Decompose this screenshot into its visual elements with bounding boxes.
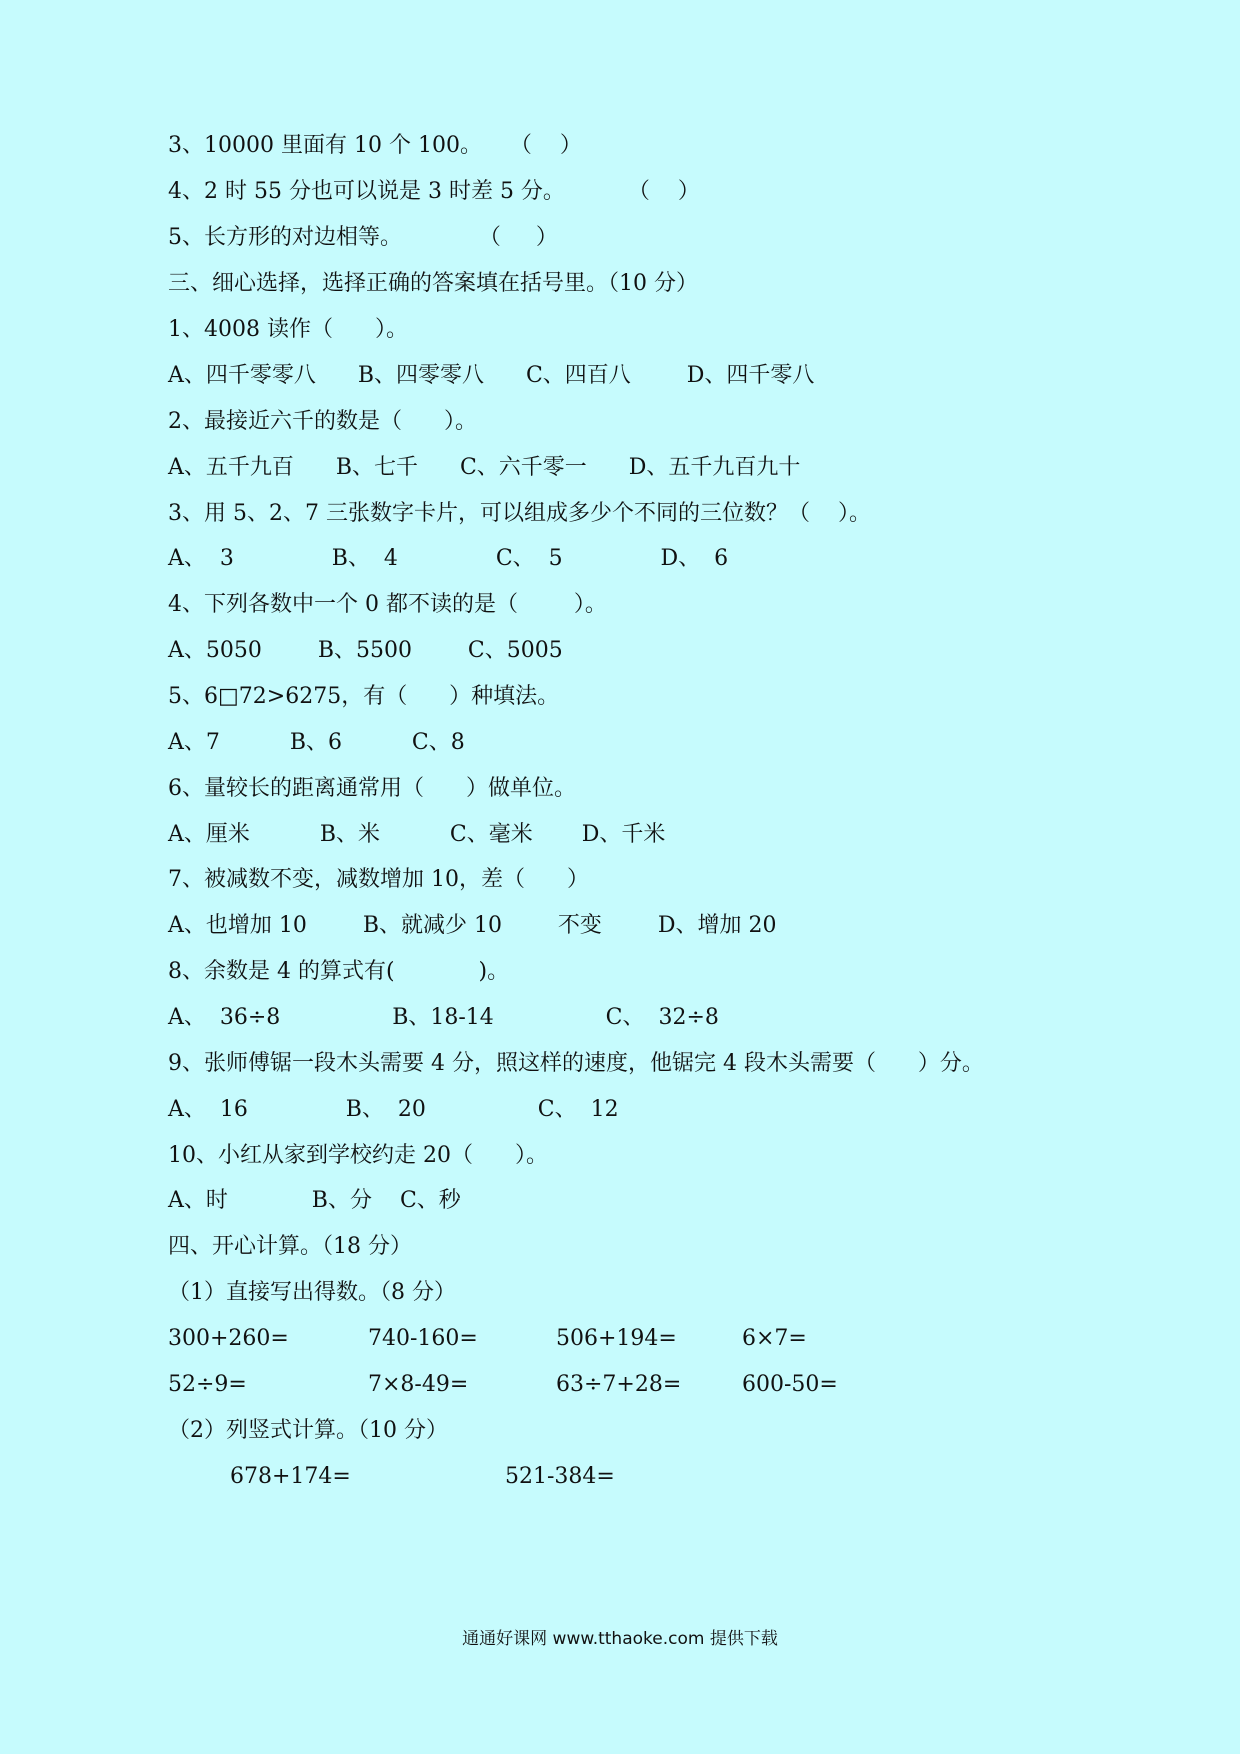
question-3: 3、用 5、2、7 三张数字卡片，可以组成多少个不同的三位数？（ ）。 — [168, 501, 871, 526]
calc-item: 300+260= — [168, 1326, 289, 1351]
judge-item-3: 3、10000 里面有 10 个 100。 （ ） — [168, 133, 582, 158]
question-4-options: A、5050 B、5500 C、5005 — [168, 638, 563, 663]
judge-item-5: 5、长方形的对边相等。 （ ） — [168, 225, 558, 250]
question-6: 6、量较长的距离通常用（ ）做单位。 — [168, 776, 576, 801]
question-3-options: A、 3 B、 4 C、 5 D、 6 — [168, 546, 729, 571]
question-10: 10、小红从家到学校约走 20（ ）。 — [168, 1143, 548, 1168]
question-10-options: A、时 B、分 C、秒 — [168, 1188, 461, 1213]
question-9: 9、张师傅锯一段木头需要 4 分，照这样的速度，他锯完 4 段木头需要（ ）分。 — [168, 1051, 984, 1076]
calc-item: 63÷7+28= — [556, 1372, 682, 1397]
section4-part2-title: （2）列竖式计算。（10 分） — [168, 1418, 448, 1443]
footer-credit: 通通好课网 www.tthaoke.com 提供下载 — [462, 1629, 778, 1649]
vertical-calc-item: 678+174= — [230, 1464, 351, 1489]
question-4: 4、下列各数中一个 0 都不读的是（ ）。 — [168, 592, 607, 617]
question-8: 8、余数是 4 的算式有( )。 — [168, 959, 510, 984]
question-5: 5、6□72>6275，有（ ）种填法。 — [168, 684, 560, 709]
question-6-options: A、厘米 B、米 C、毫米 D、千米 — [168, 822, 666, 847]
calc-item: 506+194= — [556, 1326, 677, 1351]
judge-item-4: 4、2 时 55 分也可以说是 3 时差 5 分。 （ ） — [168, 179, 700, 204]
question-7-options: A、也增加 10 B、就减少 10 不变 D、增加 20 — [168, 913, 777, 938]
calc-item: 740-160= — [368, 1326, 478, 1351]
section4-title: 四、开心计算。（18 分） — [168, 1234, 412, 1259]
calc-item: 52÷9= — [168, 1372, 247, 1397]
calc-item: 600-50= — [742, 1372, 838, 1397]
vertical-calc-item: 521-384= — [505, 1464, 615, 1489]
section3-title: 三、细心选择，选择正确的答案填在括号里。（10 分） — [168, 271, 698, 296]
question-1-options: A、四千零零八 B、四零零八 C、四百八 D、四千零八 — [168, 363, 815, 388]
question-2-options: A、五千九百 B、七千 C、六千零一 D、五千九百九十 — [168, 455, 801, 480]
question-1: 1、4008 读作（ ）。 — [168, 317, 408, 342]
calc-item: 6×7= — [742, 1326, 807, 1351]
question-8-options: A、 36÷8 B、18-14 C、 32÷8 — [168, 1005, 719, 1030]
question-7: 7、被减数不变，减数增加 10，差（ ） — [168, 867, 589, 892]
calc-item: 7×8-49= — [368, 1372, 469, 1397]
question-2: 2、最接近六千的数是（ ）。 — [168, 409, 477, 434]
section4-part1-title: （1）直接写出得数。（8 分） — [168, 1280, 456, 1305]
question-9-options: A、 16 B、 20 C、 12 — [168, 1097, 619, 1122]
question-5-options: A、7 B、6 C、8 — [168, 730, 465, 755]
